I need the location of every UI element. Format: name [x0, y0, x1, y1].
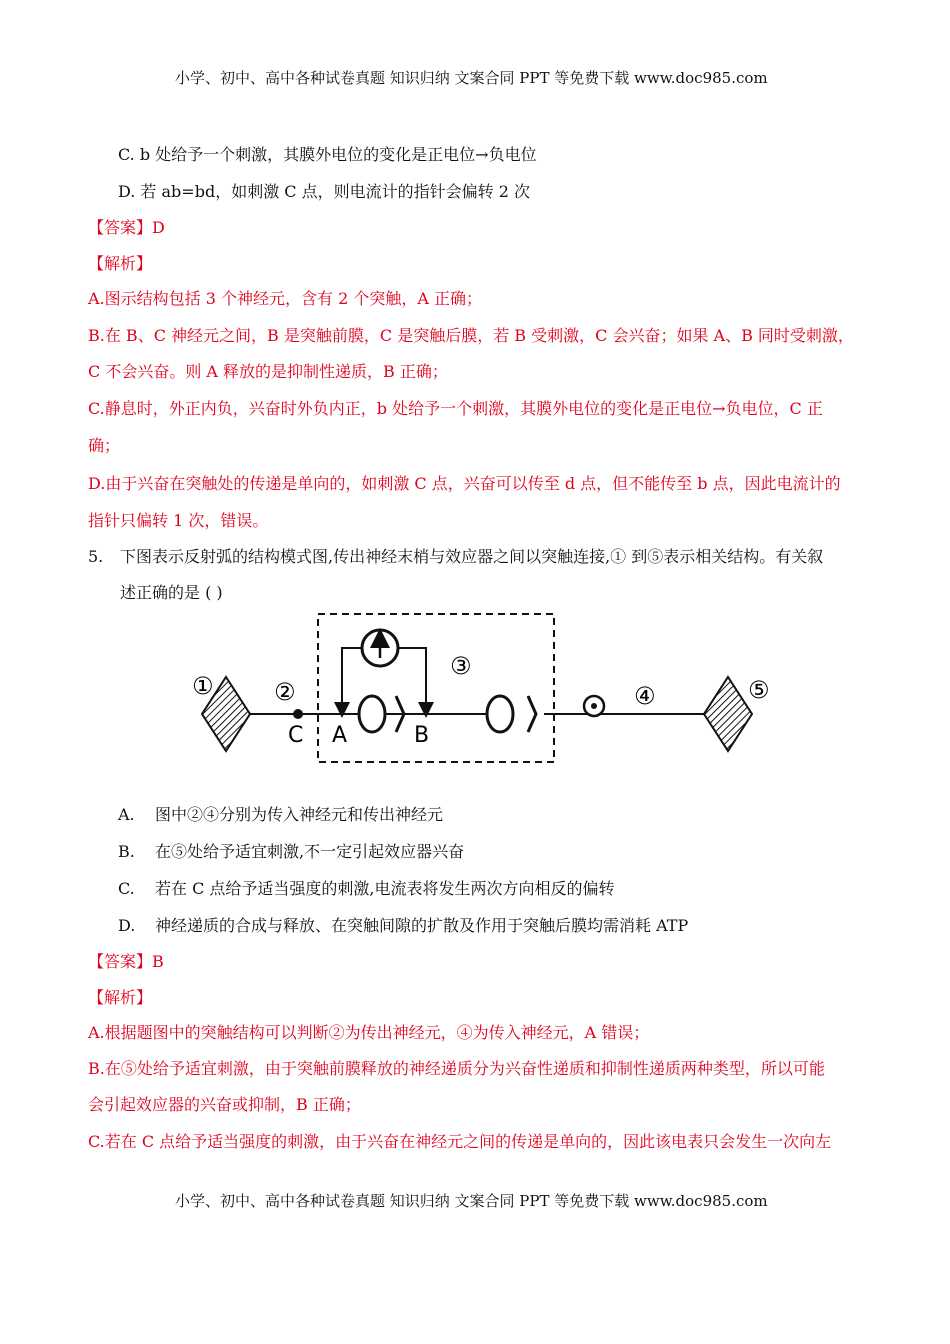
label-a: A: [332, 723, 348, 748]
point-c: [293, 709, 303, 719]
label-2: ②: [274, 678, 296, 706]
q5-option-d-letter: D.: [118, 916, 136, 935]
label-b: B: [414, 723, 430, 748]
q4-analysis-line: 指针只偏转 1 次，错误。: [88, 511, 269, 530]
q4-analysis-line: A.图示结构包括 3 个神经元，含有 2 个突触，A 正确；: [88, 289, 482, 308]
label-1: ①: [192, 672, 214, 700]
q4-analysis-title: 【解析】: [88, 254, 153, 273]
label-5: ⑤: [748, 676, 770, 704]
synapse-cell-body: [359, 696, 385, 732]
synapse-terminal: [528, 696, 536, 732]
q5-option-c-text: 若在 C 点给予适当强度的刺激,电流表将发生两次方向相反的偏转: [155, 879, 615, 898]
label-4: ④: [634, 682, 656, 710]
q4-answer: 【答案】D: [88, 218, 165, 237]
reflex-arc-figure: [170, 612, 780, 768]
q5-option-c-letter: C.: [118, 879, 135, 898]
q5-analysis-title: 【解析】: [88, 988, 153, 1007]
q5-answer: 【答案】B: [88, 952, 164, 971]
q5-option-a-letter: A.: [118, 805, 135, 824]
q5-stem-cont: 述正确的是 ( ): [120, 583, 223, 602]
q4-analysis-line: C.静息时，外正内负，兴奋时外负内正，b 处给予一个刺激，其膜外电位的变化是正电位→负电位，C 正: [88, 399, 823, 418]
q5-stem: 下图表示反射弧的结构模式图,传出神经末梢与效应器之间以突触连接,① 到⑤表示相关结构。有关叙: [120, 547, 824, 566]
q5-analysis-line: C.若在 C 点给予适当强度的刺激，由于兴奋在神经元之间的传递是单向的，因此该电表只会发生一次向左: [88, 1132, 832, 1151]
q4-analysis-line: D.由于兴奋在突触处的传递是单向的，如刺激 C 点，兴奋可以传至 d 点，但不能传至 b 点，因此电流计的: [88, 474, 841, 493]
q4-analysis-line: 确；: [88, 436, 121, 455]
q5-option-a-text: 图中②④分别为传入神经元和传出神经元: [155, 805, 444, 824]
q5-option-b-text: 在⑤处给予适宜刺激,不一定引起效应器兴奋: [155, 842, 465, 861]
q5-number: 5.: [88, 547, 104, 566]
label-3: ③: [450, 652, 472, 680]
q4-analysis-line: B.在 B、C 神经元之间，B 是突触前膜，C 是突触后膜，若 B 受刺激，C 会兴奋；如果 A、B 同时受刺激，: [88, 326, 854, 345]
q5-option-d-text: 神经递质的合成与释放、在突触间隙的扩散及作用于突触后膜均需消耗 ATP: [155, 916, 689, 935]
q5-analysis-line: B.在⑤处给予适宜刺激，由于突触前膜释放的神经递质分为兴奋性递质和抑制性递质两种类型，所以可能: [88, 1059, 825, 1078]
dashed-box: [318, 614, 554, 762]
q4-analysis-line: C 不会兴奋。则 A 释放的是抑制性递质，B 正确；: [88, 362, 448, 381]
effector-diamond: [704, 677, 752, 751]
q5-analysis-line: 会引起效应器的兴奋或抑制，B 正确；: [88, 1095, 361, 1114]
synapse-cell-body: [487, 696, 513, 732]
q4-option-c: C. b 处给予一个刺激，其膜外电位的变化是正电位→负电位: [118, 145, 537, 164]
page-header: 小学、初中、高中各种试卷真题 知识归纳 文案合同 PPT 等免费下载 www.doc985.com: [175, 69, 768, 87]
q5-analysis-line: A.根据题图中的突触结构可以判断②为传出神经元，④为传入神经元，A 错误；: [88, 1023, 650, 1042]
q4-option-d: D. 若 ab=bd，如刺激 C 点，则电流计的指针会偏转 2 次: [118, 182, 530, 201]
page-footer: 小学、初中、高中各种试卷真题 知识归纳 文案合同 PPT 等免费下载 www.doc985.com: [175, 1192, 768, 1210]
q5-option-b-letter: B.: [118, 842, 135, 861]
label-c: C: [288, 723, 304, 748]
